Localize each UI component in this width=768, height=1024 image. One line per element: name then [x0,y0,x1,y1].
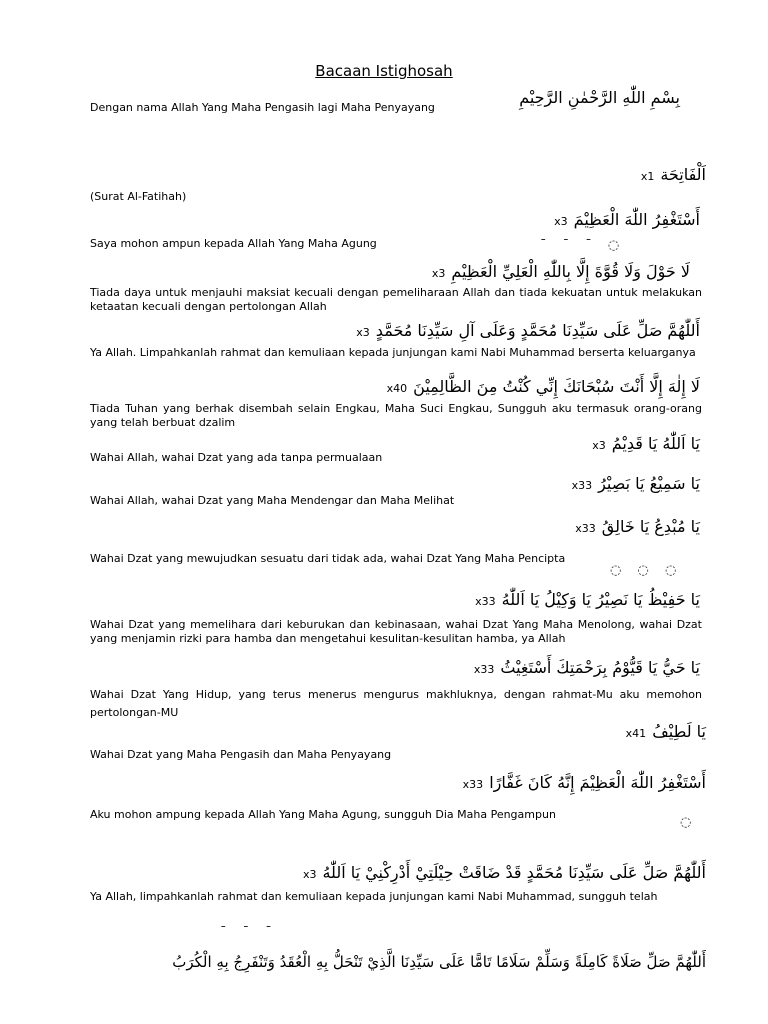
repeat-count: x33 [475,595,496,608]
repeat-count: x33 [575,522,596,535]
repeat-count: x3 [431,267,446,280]
arabic-text: يَا مُبْدِعُ يَا خَالِقُ [601,517,700,536]
arabic-text: أَللّٰهُمَّ صَلِّ صَلَاةً كَامِلَةً وَسَلِّمْ سَلَامًا تَامًّا عَلَى سَيِّدِنَا الَّذِيْ تَنْحَلُّ بِهِ الْعُقَدُ وَتَنْفَرِجُ بِهِ الْكُرَبُ [172,953,706,971]
arabic-text: لَا حَوْلَ وَلَا قُوَّةَ إِلَّا بِاللّٰهِ الْعَلِيِّ الْعَظِيْمِ [451,262,690,281]
arabic-text: اَلْفَاتِحَة [660,165,706,184]
repeat-count: x40 [386,382,408,395]
arabic-line-shalawat-2 [297,863,706,885]
arabic-line-shalawat-1 [350,321,700,343]
arabic-line-ya-qadim [586,434,700,456]
translation-ya-qadim: Wahai Allah, wahai Dzat yang ada tanpa permualaan [90,451,383,464]
diacritic-marks: ˉ ˉ ˉ ◌ [540,238,626,253]
translation-ya-samiu: Wahai Allah, wahai Dzat yang Maha Mendengar dan Maha Melihat [90,494,455,507]
repeat-count: x1 [640,170,655,183]
repeat-count: x41 [625,727,647,740]
translation-hauqalah: Tiada daya untuk menjauhi maksiat kecuali dengan pemeliharaan Allah dan tiada kekuatan untuk melakukan ketaatan kecuali dengan pertolongan Allah [90,286,702,313]
arabic-text: أَللّٰهُمَّ صَلِّ عَلَى سَيِّدِنَا مُحَمَّدٍ وَعَلَى آلِ سَيِّدِنَا مُحَمَّدٍ [375,321,700,340]
repeat-count: x33 [462,778,484,791]
translation-ya-lathif: Wahai Dzat yang Maha Pengasih dan Maha Penyayang [90,748,392,761]
repeat-count: x3 [356,326,370,339]
arabic-text: لَا إِلٰهَ إِلَّا أَنْتَ سُبْحَانَكَ إِنِّي كُنْتُ مِنَ الظَّالِمِيْنَ [413,377,700,396]
translation-shalawat-2: Ya Allah, limpahkanlah rahmat dan kemuliaan kepada junjungan kami Nabi Muhammad, sungguh telah [90,890,658,903]
translation-istighfar-ghaffar: Aku mohon ampung kepada Allah Yang Maha Agung, sungguh Dia Maha Pengampun [90,808,556,821]
arabic-line-istighfar-ghaffar [457,773,706,795]
arabic-text: يَا حَفِيْظُ يَا نَصِيْرُ يَا وَكِيْلُ يَا اَللّٰهُ [501,590,700,609]
arabic-text: يَا حَيُّ يَا قَيُّوْمُ بِرَحْمَتِكَ أَسْتَغِيْثُ [500,658,700,677]
arabic-line-ya-lathif [620,722,706,744]
translation-ya-hafizh: Wahai Dzat yang memelihara dari keburukan dan kebinasaan, wahai Dzat Yang Maha Menolong, wahai Dzat yang menjamin rizki para hamba dan mengetahui kesulitan-kesulitan hamba, ya Allah [90,618,702,645]
document-title: Bacaan Istighosah [315,62,453,80]
repeat-count: x3 [302,868,317,881]
arabic-line-ya-hayyu [468,658,700,680]
arabic-line-shalawat-nariyah [172,952,706,972]
repeat-count: x33 [473,663,495,676]
translation-fatihah: (Surat Al-Fatihah) [90,190,187,203]
arabic-line-fatihah [635,165,706,187]
arabic-line-yunus [381,377,700,399]
translation-basmalah: Dengan nama Allah Yang Maha Pengasih lagi Maha Penyayang [90,101,435,114]
repeat-count: x3 [592,439,606,452]
arabic-text: أَللّٰهُمَّ صَلِّ عَلَى سَيِّدِنَا مُحَمَّدٍ قَدْ ضَاقَتْ حِيْلَتِيْ أَدْرِكْنِيْ يَا اَللّٰهُ [322,863,706,882]
arabic-text: بِسْمِ اللّٰهِ الرَّحْمٰنِ الرَّحِيْمِ [519,88,680,107]
translation-ya-hayyu: Wahai Dzat Yang Hidup, yang terus menerus mengurus makhluknya, dengan rahmat-Mu aku memohon pertolongan-MU [90,688,702,719]
repeat-count: x3 [554,215,568,228]
arabic-line-ya-hafizh [469,590,700,612]
repeat-count: x33 [571,479,593,492]
arabic-text: يَا اَللّٰهُ يَا قَدِيْمُ [611,434,700,453]
arabic-text: أَسْتَغْفِرُ اللّٰهَ الْعَظِيْمَ إِنَّهُ كَانَ غَفَّارًا [489,773,706,792]
diacritic-marks: ◌ [680,815,698,830]
translation-shalawat-1: Ya Allah. Limpahkanlah rahmat dan kemuliaan kepada junjungan kami Nabi Muhammad berserta keluarganya [90,346,696,359]
translation-yunus: Tiada Tuhan yang berhak disembah selain Engkau, Maha Suci Engkau, Sungguh aku termasuk orang-orang yang telah berbuat dzalim [90,402,702,429]
arabic-line-ya-mubdiu [569,517,700,539]
diacritic-marks: ◌ ◌ ◌ [610,563,683,578]
translation-istighfar: Saya mohon ampun kepada Allah Yang Maha Agung [90,237,377,250]
translation-ya-mubdiu: Wahai Dzat yang mewujudkan sesuatu dari tidak ada, wahai Dzat Yang Maha Pencipta [90,552,566,565]
arabic-text: أَسْتَغْفِرُ اللّٰهَ الْعَظِيْمَ [573,210,700,229]
arabic-line-hauqalah [426,262,690,284]
arabic-line-ya-samiu [566,474,700,496]
arabic-text: يَا لَطِيْفُ [652,722,706,741]
arabic-line-istighfar [548,210,700,232]
diacritic-marks: ˉ ˉ ˉ [220,925,278,940]
arabic-text: يَا سَمِيْعُ يَا بَصِيْرُ [598,474,700,493]
